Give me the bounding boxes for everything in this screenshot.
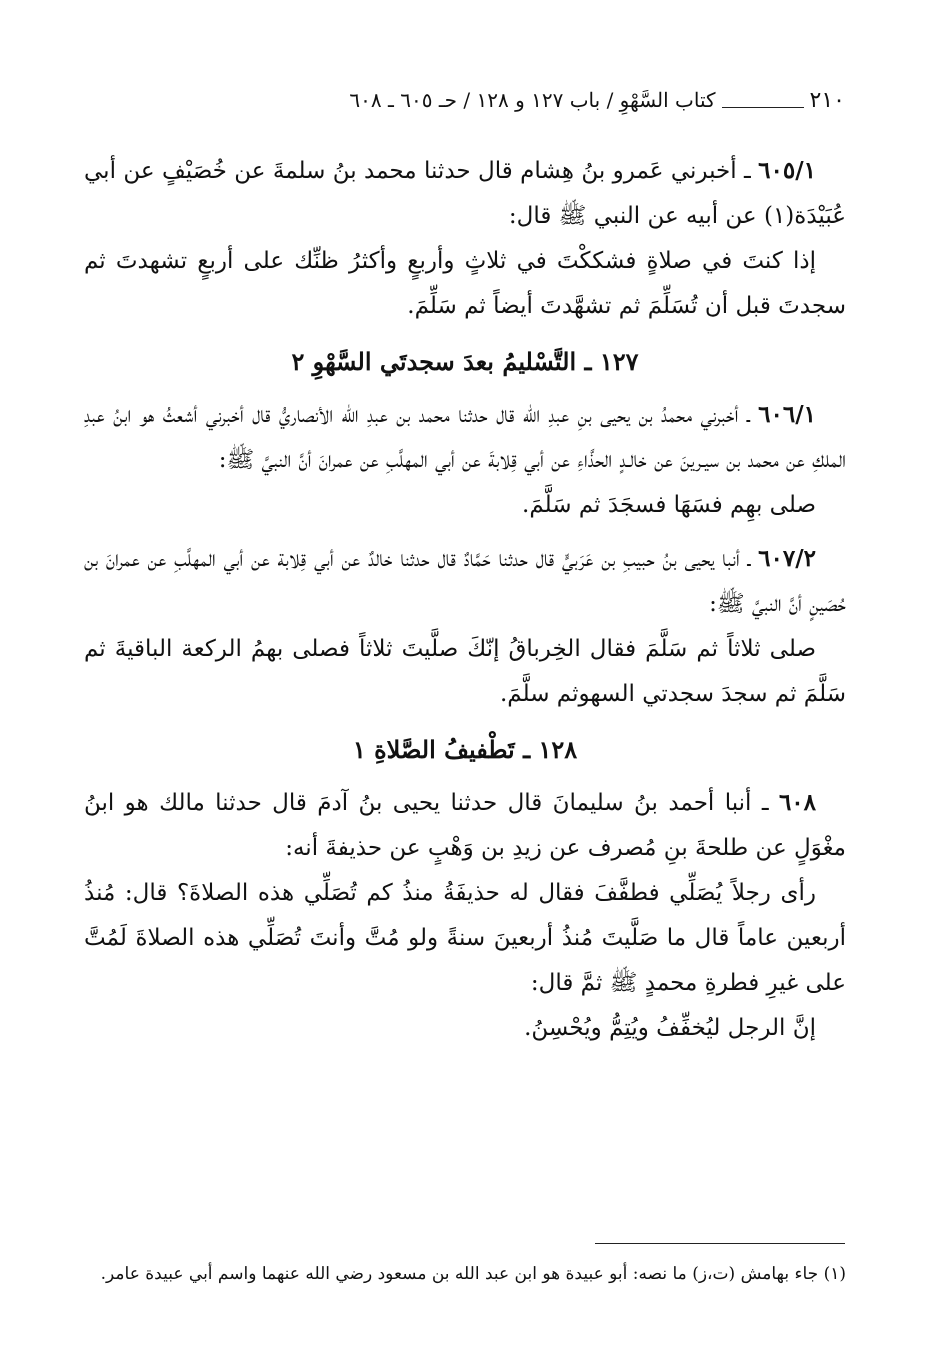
hadith-paragraph <box>84 392 846 483</box>
hadith-text <box>84 483 846 528</box>
hadith-number: ٦٠٧/٢ <box>758 545 816 572</box>
hadith-text <box>84 239 846 329</box>
footnote-text: (١) جاء بهامش (ت،ز) ما نصه: أبو عبيدة هو ابن عبد الله بن مسعود رضي الله عنهما واسم أبي عبيدة عامر. <box>100 1264 846 1284</box>
footnote <box>84 1258 846 1290</box>
running-header <box>70 84 845 116</box>
paragraph-text: صلى ثلاثاً ثم سَلَّمَ فقال الخِرباقُ إنّكَ صلَّيتَ ثلاثاً فصلى بهمُ الركعة الباقيةَ ثم سَلَّمَ ثم سجدَ سجدتي السهوثم سلَّمَ. <box>84 636 846 707</box>
section-heading: ١٢٧ ـ التَّسْليمُ بعدَ سجدتَي السَّهْوِ ٢ <box>291 347 639 376</box>
paragraph-text: ـ أخبرني عَمرو بنُ هِشام قال حدثنا محمد بنُ سلمةَ عن خُصَيْفٍ عن أبي عُبَيْدَة(١) عن أبيه عن النبي ﷺ قال: <box>84 158 846 229</box>
page-number: ٢١٠ <box>809 87 845 113</box>
hadith-text <box>84 1006 846 1051</box>
hadith-number: ٦٠٦/١ <box>758 401 816 428</box>
paragraph-text: إذا كنتَ في صلاةٍ فشككْتَ في ثلاثٍ وأربعٍ وأكثرُ ظنِّك على أربعٍ تشهدتَ ثم سجدتَ قبل أن تُسَلِّمَ ثم تشهَّدتَ أيضاً ثم سَلِّمَ. <box>84 248 846 319</box>
hadith-text <box>84 627 846 717</box>
hadith-paragraph <box>84 536 846 627</box>
paragraph-text: رأى رجلاً يُصَلِّي فطفَّفَ فقال له حذيفَةُ منذُ كم تُصَلِّي هذه الصلاةَ؟ قال: مُنذُ أربعين عاماً قال ما صَلَّيتَ مُنذُ أربعينَ سنةً ولو مُتَّ وأنتَ تُصَلِّي هذه الصلاةَ لَمُتَّ على غيرِ فطرةِ محمدٍ ﷺ ثمَّ قال: <box>84 880 846 996</box>
footnote-divider <box>595 1243 845 1244</box>
paragraph-text: ـ أنبا أحمد بنُ سليمانَ قال حدثنا يحيى بنُ آدمَ قال حدثنا مالك هو ابنُ مغْوَلٍ عن طلحةَ بنِ مُصرف عن زيدِ بن وَهْبٍ عن حذيفةَ أنه: <box>84 790 846 861</box>
main-text <box>84 140 846 1051</box>
hadith-paragraph <box>84 780 846 871</box>
hadith-text <box>84 871 846 1006</box>
hadith-number: ٦٠٥/١ <box>758 157 816 184</box>
paragraph-text: إنَّ الرجل ليُخفِّفُ ويُتِمُّ ويُحْسِنُ. <box>524 1015 816 1041</box>
paragraph-text: صلى بهِم فسَهَا فسجَدَ ثم سَلَّمَ. <box>522 492 816 518</box>
hadith-paragraph <box>84 148 846 239</box>
running-title: كتاب السَّهْوِ / باب ١٢٧ و ١٢٨ / حـ ٦٠٥ ـ ٦٠٨ <box>349 88 716 112</box>
header-rule <box>722 93 804 108</box>
paragraph-text: ـ أخبرني محمدُ بن يحيى بنِ عبدِ الله قال حدثنا محمد بن عبدِ الله الأنصاريُّ قال أخبرني أشعثُ هو ابنُ عبدِ الملكِ عن محمد بن سيـرينَ عن خالـدٍ الحذَّاءِ عن أبي قِلابةَ عن أبي المهلَّبِ عن عمرانَ أنَّ النبيَّ ﷺ: <box>84 402 846 473</box>
section-heading: ١٢٨ ـ تَطْفيفُ الصَّلاةِ ١ <box>352 735 578 764</box>
paragraph-text: ـ أنبا يحيى بنُ حبيبِ بن عَرَبيٍّ قال حدثنا حَمَّادٌ قال حدثنا خالدٌ عن أبي قِلابة عن أبي المهلَّبِ عن عمرانَ بن حُصَينٍ أنَّ النبيَّ ﷺ: <box>84 546 846 617</box>
hadith-number: ٦٠٨ <box>778 789 816 816</box>
